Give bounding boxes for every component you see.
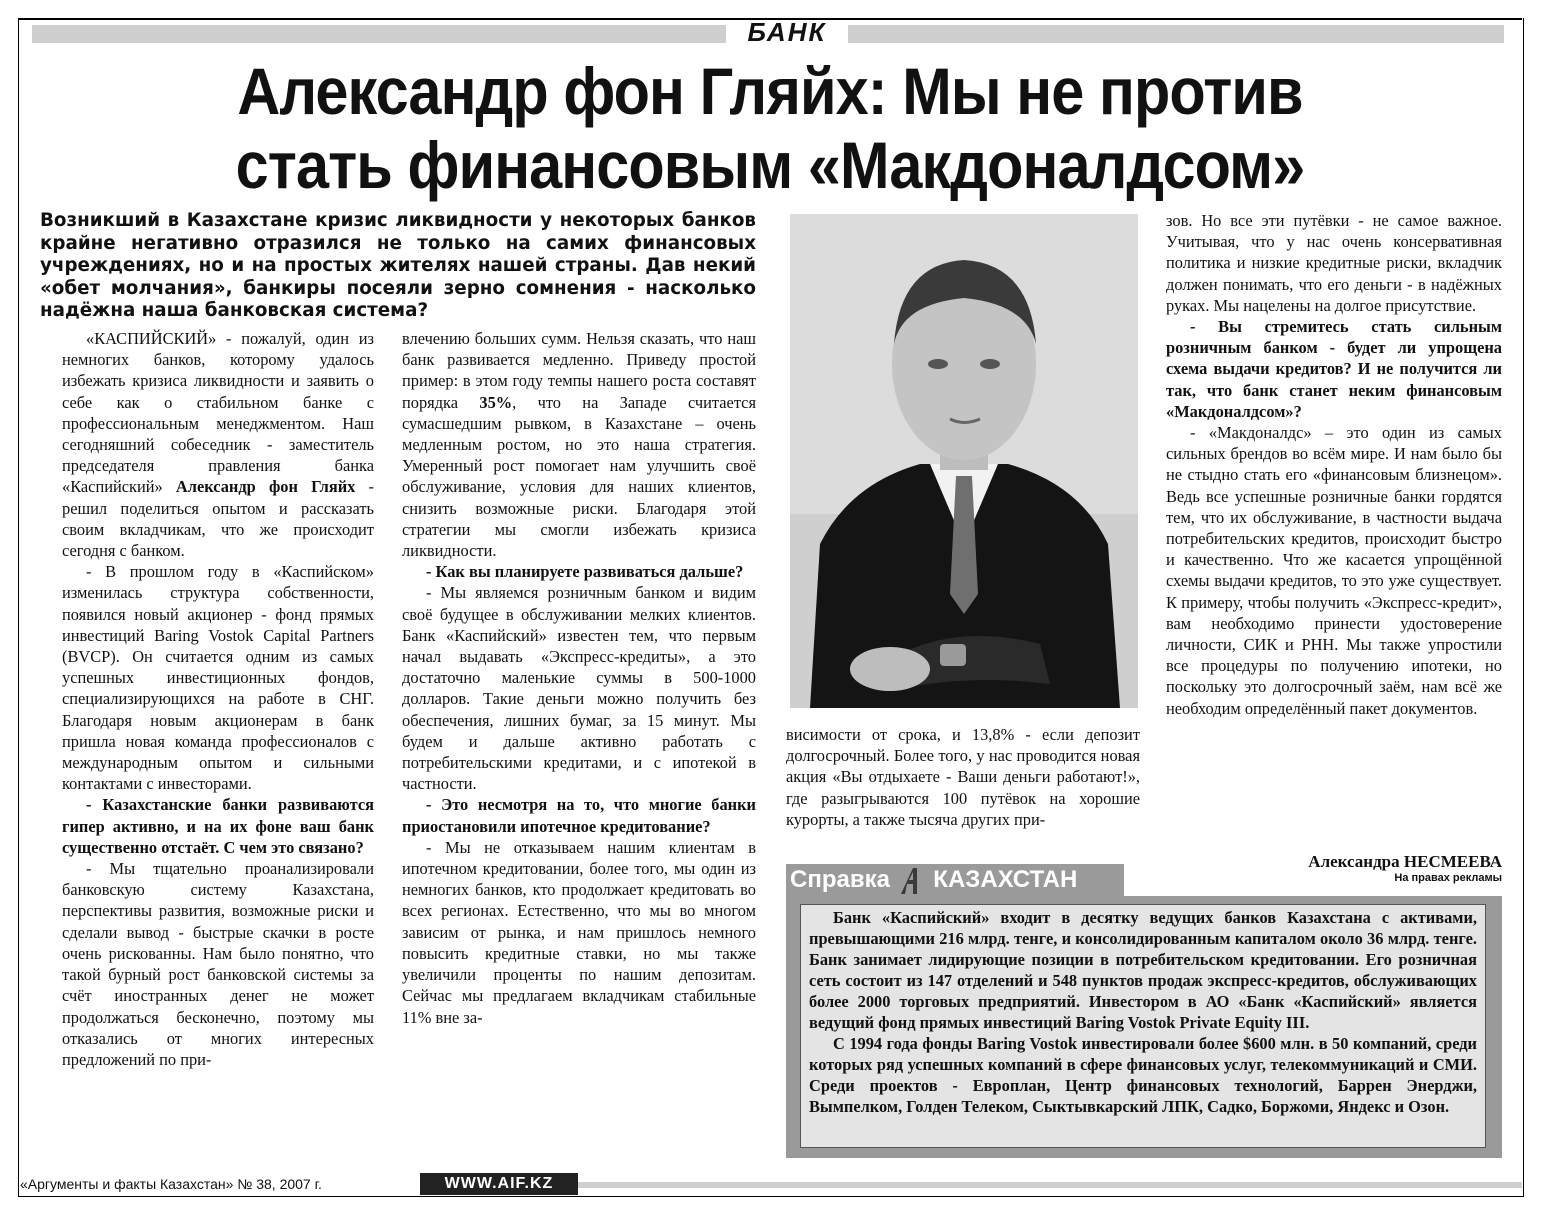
paragraph: зов. Но все эти путёвки - не самое важное. Учитывая, что у нас очень консервативная политика и низкие кредитные риски, вкладчик должен понимать, что его деньги - в надёжных руках. Мы нацелены на долгое присутствие. [1166, 211, 1502, 315]
rubric-bar-right [848, 25, 1504, 43]
question [1166, 316, 1502, 422]
paragraph: - Мы тщательно проанализировали банковскую систему Казахстана, перспективы развития, возможные риски и сделали вывод - быстрые скачки в росте очень рискованны. Нам было понятно, что такой бурный рост банковской системы за счёт иностранных денег не может продолжаться бесконечно, поэтому мы отказались от многих интересных предложений по при- [62, 859, 374, 1069]
sidebar-label-left: Справка [790, 866, 890, 893]
question-text: - Казахстанские банки развиваются гипер активно, и на их фоне ваш банк существенно отстаёт. С чем это связано? [62, 795, 374, 857]
growth-percent: 35% [479, 392, 513, 412]
text-span: - решил поделиться опытом и рассказать своим вкладчикам, что же происходит сегодня с банком. [62, 477, 374, 561]
text-span: , что на Западе считается сумасшедшим рывком, в Казахстане – очень медленным ростом, но это наша стратегия. Умеренный рост помогает нам улучшить своё обслуживание, условия для наших клиентов, снизить возможные риски. Благодаря этой стратегии мы смогли избежать кризиса ликвидности. [402, 392, 756, 561]
headline-line-1: Александр фон Гляйх: Мы не против [237, 54, 1303, 128]
question-text: - Как вы планируете развиваться дальше? [426, 562, 744, 582]
paragraph: - Мы являемся розничным банком и видим своё будущее в обслуживании мелких клиентов. Банк «Каспийский» известен тем, что первым начал выдавать «Экспресс-кредиты», а это достаточно маленькие суммы в 500-1000 долларов. Такие деньги можно получить без обеспечения, лишних бумаг, за 15 минут. Мы будем и дальше активно работать с потребительскими кредитами, и с ипотекой в частности. [402, 583, 756, 794]
text-span: влечению больших сумм. Нельзя сказать, что наш банк развивается медленно. Приведу простой пример: в этом году темпы нашего роста составят порядка [402, 329, 756, 412]
question-text: - Это несмотря на то, что многие банки приостановили ипотечное кредитование? [402, 795, 756, 836]
sidebar-label [786, 864, 1124, 896]
portrait-illustration [790, 214, 1138, 708]
text-span: «КАСПИЙСКИЙ» - пожалуй, один из немногих банков, которому удалось избежать кризиса ликвидности и заявить о себе как о стабильном банке с профессиональным менеджментом. Наш сегодняшний собеседник - заместитель председателя правления банка «Каспийский» [62, 329, 374, 497]
advertising-note: На правах рекламы [1394, 872, 1502, 884]
paragraph: - «Макдоналдс» – это один из самых сильных брендов во всём мире. И нам было бы не стыдно стать его «финансовым близнецом». Ведь все успешные розничные банки гордятся тем, что их обслуживание, в частности выдача потребительских кредитов, происходит быстро и качественно. Что же касается упрощённой схемы выдачи кредитов, то это уже существует. К примеру, чтобы получить «Экспресс-кредит», вам необходимо принести удостоверение личности, СИК и РНН. Мы также упростили все процедуры по получению ипотеки, но поскольку это долгосрочный заём, нам всё же необходим определённый пакет документов. [1166, 423, 1502, 718]
question [62, 794, 374, 858]
paragraph: - Мы не отказываем нашим клиентам в ипотечном кредитовании, более того, мы один из немногих банков, кто продолжает кредитовать во всех регионах. Естественно, что мы во многом зависим от рынка, и нам пришлось немного повысить кредитные ставки, но мы также увеличили проценты по нашим депозитам. Сейчас мы предлагаем вкладчикам стабильные 11% вне за- [402, 837, 756, 1027]
question [402, 794, 756, 836]
paragraph: - В прошлом году в «Каспийском» изменилась структура собственности, появился новый акционер - фонд прямых инвестиций Baring Vostok Capital Partners (BVCP). Он считается одним из самых успешных инвестиционных фондов, специализирующихся на работе в СНГ. Благодаря новым акционерам в банк пришла новая команда профессионалов с международным опытом и сильными контактами с инвесторами. [62, 562, 374, 794]
author-byline: Александра НЕСМЕЕВА [1308, 852, 1502, 871]
paragraph: висимости от срока, и 13,8% - если депозит долгосрочный. Более того, у нас проводится новая акция «Вы отдыхаете - Ваши деньги работают!», где разыгрываются 100 путёвок на хорошие курорты, а также тысяча других при- [786, 725, 1140, 829]
footer-source: «Аргументы и факты Казахстан» № 38, 2007 г. [20, 1176, 322, 1192]
question-text: - Вы стремитесь стать сильным розничным банком - будет ли упрощена схема выдачи кредитов? И не получится ли так, что банк станет неким финансовым «Макдоналдсом»? [1166, 317, 1502, 421]
site-url[interactable]: WWW.AIF.KZ [420, 1173, 578, 1195]
article-column-1 [62, 328, 374, 1070]
headline-line-2: стать финансовым «Макдоналдсом» [235, 128, 1305, 202]
text-span: Банк «Каспийский» входит в десятку ведущих банков Казахстана с активами, превышающими 216 млрд. тенге, и консолидированным капиталом около 36 млрд. тенге. Банк занимает лидирующие позиции в потребительском кредитовании. Его розничная сеть состоит из 147 отделений и 548 пунктов продаж экспресс-кредитов, обслуживающих более 2000 торговых предприятий. [809, 908, 1477, 1011]
article-column-4 [1166, 210, 1502, 719]
question [402, 561, 756, 582]
footer-bar [578, 1182, 1522, 1188]
interviewee-name: Александр фон Гляйх [175, 477, 356, 497]
aif-logo-icon [897, 866, 927, 896]
portrait-photo [790, 214, 1138, 708]
sidebar-label-right: КАЗАХСТАН [933, 866, 1078, 893]
sidebar-content [800, 904, 1486, 1148]
article-column-3 [786, 724, 1140, 830]
sidebar-paragraph [809, 907, 1477, 1033]
rubric-label: БАНК [747, 17, 827, 47]
sidebar-paragraph: С 1994 года фонды Baring Vostok инвестировали более $600 млн. в 50 компаний, среди которых ряд успешных компаний в сфере финансовых услуг, телекоммуникаций и СМИ. Среди проектов - Европлан, Центр финансовых технологий, Баррен Энерджи, Вымпелком, Голден Телеком, Сыктывкарский ЛПК, Садко, Боржоми, Яндекс и Озон. [809, 1034, 1477, 1116]
paragraph [62, 328, 374, 561]
text-span: Инвестором в АО «Банк «Каспийский» является ведущий фонд прямых инвестиций Baring Vostok Private Equity III. [809, 992, 1477, 1032]
article-column-2 [402, 328, 756, 1028]
lead-paragraph: Возникший в Казахстане кризис ликвидности у некоторых банков крайне негативно отразился не только на самих финансовых учреждениях, но и на простых жителях нашей страны. Дав некий «обет молчания», банкиры посеяли зерно сомнения - насколько надёжна наша банковская система? [40, 210, 756, 321]
headline [113, 54, 1427, 202]
rubric-bar-left [32, 25, 726, 43]
paragraph [402, 328, 756, 561]
